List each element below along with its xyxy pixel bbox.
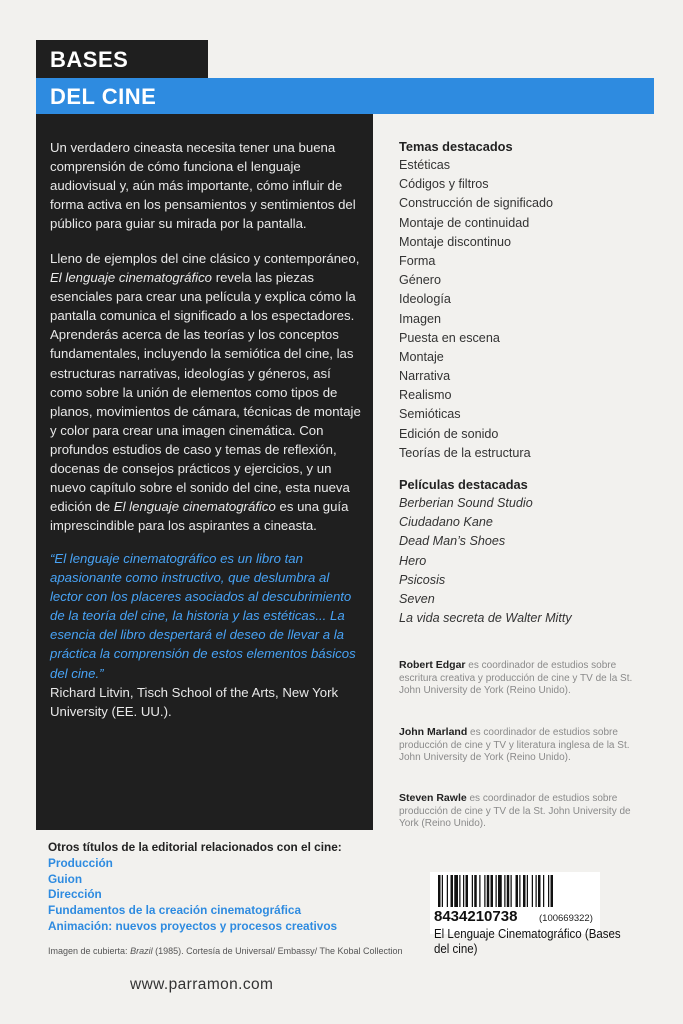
barcode-bars	[436, 875, 594, 907]
credit-suffix: (1985). Cortesía de Universal/ Embassy/ The Kobal Collection	[155, 946, 403, 956]
author-bio: es coordinador de estudios sobre producción de cine y TV de la St. John University de York (Reino Unido).	[399, 793, 631, 829]
topic-item: Género	[399, 273, 442, 288]
barcode-bar	[498, 875, 502, 907]
topic-item: Semióticas	[399, 407, 461, 422]
film-item: Hero	[399, 553, 427, 568]
topic-item: Códigos y filtros	[399, 177, 489, 192]
barcode-bar	[523, 875, 526, 907]
film-item: Dead Man’s Shoes	[399, 534, 506, 549]
barcode-bar	[442, 875, 443, 907]
topic-item: Imagen	[399, 311, 442, 326]
other-title-item: Dirección	[48, 887, 102, 902]
featured-films	[399, 475, 649, 628]
barcode-bar	[466, 875, 469, 907]
barcode-bar	[527, 875, 528, 907]
barcode-bar	[487, 875, 490, 907]
description-paragraph-2	[50, 249, 362, 535]
barcode-bar	[551, 875, 554, 907]
book-title-italic: El lenguaje cinematográfico	[50, 270, 213, 286]
topic-item: Puesta en escena	[399, 330, 500, 345]
barcode-bar	[519, 875, 520, 907]
paragraph-1-text: Un verdadero cineasta necesita tener una buena comprensión de cómo funciona el lenguaje audiovisual y, aún más importante, cómo influir de forma activa en los pensamientos y sentimientos del público para guiar su mirada por la pantalla.	[50, 140, 356, 232]
topic-item: Teorías de la estructura	[399, 445, 531, 460]
topic-item: Construcción de significado	[399, 196, 554, 211]
barcode-bar	[507, 875, 510, 907]
barcode-bar	[451, 875, 454, 907]
author-name: Steven Rawle	[399, 792, 467, 804]
barcode-bar	[536, 875, 537, 907]
barcode-book-title: El Lenguaje Cinematográfico (Bases del cine)	[434, 927, 621, 956]
author-bio-john-marland	[399, 726, 649, 765]
topic-item: Realismo	[399, 388, 452, 403]
other-title-item: Fundamentos de la creación cinematográfica	[48, 903, 302, 918]
barcode-bar	[532, 875, 533, 907]
barcode-bar	[479, 875, 480, 907]
cover-image-credit	[48, 946, 403, 956]
barcode-isbn: 8434210738	[434, 908, 518, 925]
quote-part-1: “El lenguaje cinematográfico	[50, 551, 217, 566]
topic-item: Narrativa	[399, 369, 451, 384]
barcode-bar	[516, 875, 519, 907]
book-title-italic-2: El lenguaje cinematográfico	[113, 499, 276, 515]
barcode-bar	[438, 875, 441, 907]
film-item: Psicosis	[399, 572, 446, 587]
paragraph-2-mid: revela las piezas esenciales para crear una película y explica cómo la pantalla comunica el significado a los espectadores. Aprenderás acerca de las teorías y los conceptos fundamentales, incluyendo la semiótica del cine, las estructuras narrativas, ideologías y géneros, así como sobre la unión de elementos como tipos de planos, movimientos de cámara, técnicas de montaje y color para crear una imagen cinemática. Con profundos estudios de caso y temas de reflexión, docenas de consejos prácticos y ejercicios, y un nuevo capítulo sobre el sonido del cine, esta nueva edición de	[50, 270, 361, 515]
barcode-bar	[454, 875, 458, 907]
topic-item: Edición de sonido	[399, 426, 499, 441]
barcode-bar	[491, 875, 494, 907]
other-titles-heading: Otros títulos de la editorial relacionados con el cine:	[48, 840, 342, 854]
topic-item: Montaje	[399, 349, 444, 364]
barcode-bar	[463, 875, 464, 907]
author-bio: es coordinador de estudios sobre escritura creativa y producción de cine y TV de la St. John University de York (Reino Unido).	[399, 660, 633, 696]
paragraph-2-start: Lleno de ejemplos del cine clásico y contemporáneo,	[50, 251, 360, 266]
films-heading: Películas destacadas	[399, 477, 528, 492]
barcode-bar	[474, 875, 477, 907]
credit-film: Brazil	[130, 946, 153, 956]
barcode-bar	[511, 875, 512, 907]
barcode-bar	[472, 875, 473, 907]
barcode-bar	[538, 875, 541, 907]
barcode-bar	[548, 875, 549, 907]
film-item: Ciudadano Kane	[399, 515, 493, 530]
topic-item: Montaje de continuidad	[399, 215, 530, 230]
publisher-website: www.parramon.com	[130, 976, 274, 993]
barcode-bar	[459, 875, 460, 907]
featured-topics	[399, 137, 649, 463]
description-paragraph-1	[50, 138, 362, 233]
author-name: John Marland	[399, 726, 468, 738]
quote-part-2: es un libro tan apasionante como instructivo, que deslumbra al lector con los placeres asociados al descubrimiento de la teoría del cine, la historia y las estéticas... La esencia del libro despertará el deseo de llevar a la práctica la comprensión de estos elementos básicos del cine.”	[50, 551, 356, 681]
other-title-item: Guion	[48, 871, 83, 886]
author-bio-robert-edgar	[399, 659, 649, 698]
author-name: Robert Edgar	[399, 659, 466, 671]
credit-prefix: Imagen de cubierta:	[48, 946, 128, 956]
author-bio: es coordinador de estudios sobre producción de cine y TV y literatura inglesa de la St. John University de York (Reino Unido).	[399, 727, 630, 763]
other-title-item: Producción	[48, 855, 113, 870]
topic-item: Forma	[399, 253, 436, 268]
topic-item: Estéticas	[399, 158, 451, 172]
film-item: La vida secreta de Walter Mitty	[399, 611, 572, 626]
series-title-line2: DEL CINE	[36, 78, 654, 114]
other-titles	[48, 840, 398, 935]
topics-heading: Temas destacados	[399, 139, 513, 154]
barcode-bar	[543, 875, 544, 907]
barcode-bar	[496, 875, 497, 907]
film-item: Seven	[399, 591, 435, 606]
film-item: Berberian Sound Studio	[399, 496, 533, 510]
review-quote	[50, 549, 362, 721]
barcode-bar	[504, 875, 505, 907]
quote-attribution: Richard Litvin, Tisch School of the Arts, New York University (EE. UU.).	[50, 684, 339, 719]
paragraph-2-end: es una guía imprescindible para los aspirantes a cineasta.	[50, 499, 349, 534]
barcode-reference: (100669322)	[539, 913, 593, 924]
barcode-bar	[447, 875, 448, 907]
topic-item: Montaje discontinuo	[399, 234, 512, 249]
barcode-bar	[484, 875, 485, 907]
author-bio-steven-rawle	[399, 792, 649, 831]
series-title-line1: BASES	[36, 40, 208, 78]
other-title-item: Animación: nuevos proyectos y procesos creativos	[48, 918, 338, 933]
topic-item: Ideología	[399, 292, 451, 307]
